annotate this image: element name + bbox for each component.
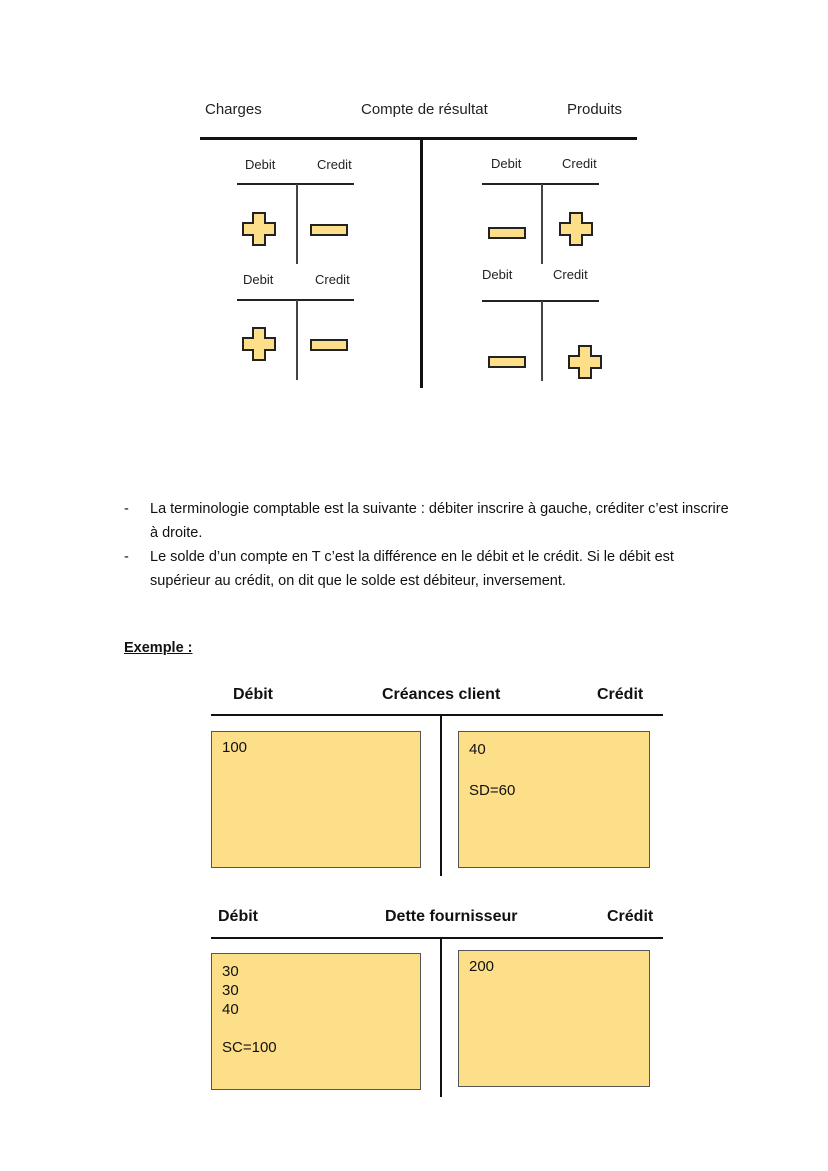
plus-icon	[242, 212, 276, 246]
example-label: Exemple :	[124, 640, 193, 656]
plus-icon	[568, 345, 602, 379]
account2-title: Dette fournisseur	[385, 908, 518, 925]
result-account-top-line	[200, 137, 637, 140]
account1-center-line	[440, 716, 442, 876]
charges-bottom-t-divider	[296, 300, 298, 380]
produits-bottom-credit-label: Credit	[553, 267, 588, 282]
result-account-title: Compte de résultat	[361, 101, 488, 118]
entry-value: 30	[222, 982, 239, 999]
bullet-text: La terminologie comptable est la suivante : débiter inscrire à gauche, créditer c’est inscrire à droite.	[150, 501, 729, 541]
minus-icon	[310, 339, 348, 351]
charges-top-debit-label: Debit	[245, 157, 276, 172]
charges-label: Charges	[205, 101, 262, 118]
produits-top-t-divider	[541, 184, 543, 264]
account1-debit-box	[211, 731, 421, 868]
entry-value: 100	[222, 739, 248, 756]
account2-credit-box	[458, 950, 650, 1087]
charges-bottom-credit-label: Credit	[315, 272, 350, 287]
entry-value: 200	[469, 958, 495, 975]
plus-icon	[242, 327, 276, 361]
minus-icon	[488, 227, 526, 239]
balance-value: SD=60	[469, 782, 516, 799]
account1-debit-label: Débit	[233, 686, 273, 703]
balance-value: SC=100	[222, 1039, 277, 1056]
result-account-center-line	[420, 140, 423, 388]
bullet-text: Le solde d’un compte en T c’est la différence en le débit et le crédit. Si le débit est supérieur au crédit, on dit que le solde est débiteur, inversement.	[150, 549, 674, 589]
charges-top-credit-label: Credit	[317, 157, 352, 172]
account1-top-line	[211, 714, 663, 716]
account1-credit-box	[458, 731, 650, 868]
minus-icon	[310, 224, 348, 236]
produits-bottom-t-divider	[541, 301, 543, 381]
list-item: - La terminologie comptable est la suivante : débiter inscrire à gauche, créditer c’est inscrire à droite.	[124, 501, 729, 541]
account2-debit-box	[211, 953, 421, 1090]
charges-bottom-debit-label: Debit	[243, 272, 274, 287]
entry-value: 40	[222, 1001, 239, 1018]
list-item: - Le solde d’un compte en T c’est la différence en le débit et le crédit. Si le débit est supérieur au crédit, on dit que le solde est débiteur, inversement.	[124, 549, 674, 589]
account2-center-line	[440, 939, 442, 1097]
minus-icon	[488, 356, 526, 368]
produits-top-credit-label: Credit	[562, 156, 597, 171]
account1-title: Créances client	[382, 686, 501, 703]
account2-top-line	[211, 937, 663, 939]
bullet-list	[120, 497, 730, 593]
entry-value: 30	[222, 963, 239, 980]
produits-label: Produits	[567, 101, 623, 118]
account1-credit-label: Crédit	[597, 686, 644, 703]
produits-bottom-debit-label: Debit	[482, 267, 513, 282]
charges-top-t-divider	[296, 184, 298, 264]
account2-debit-label: Débit	[218, 908, 258, 925]
account2-credit-label: Crédit	[607, 908, 654, 925]
plus-icon	[559, 212, 593, 246]
entry-value: 40	[469, 741, 486, 758]
produits-top-debit-label: Debit	[491, 156, 522, 171]
